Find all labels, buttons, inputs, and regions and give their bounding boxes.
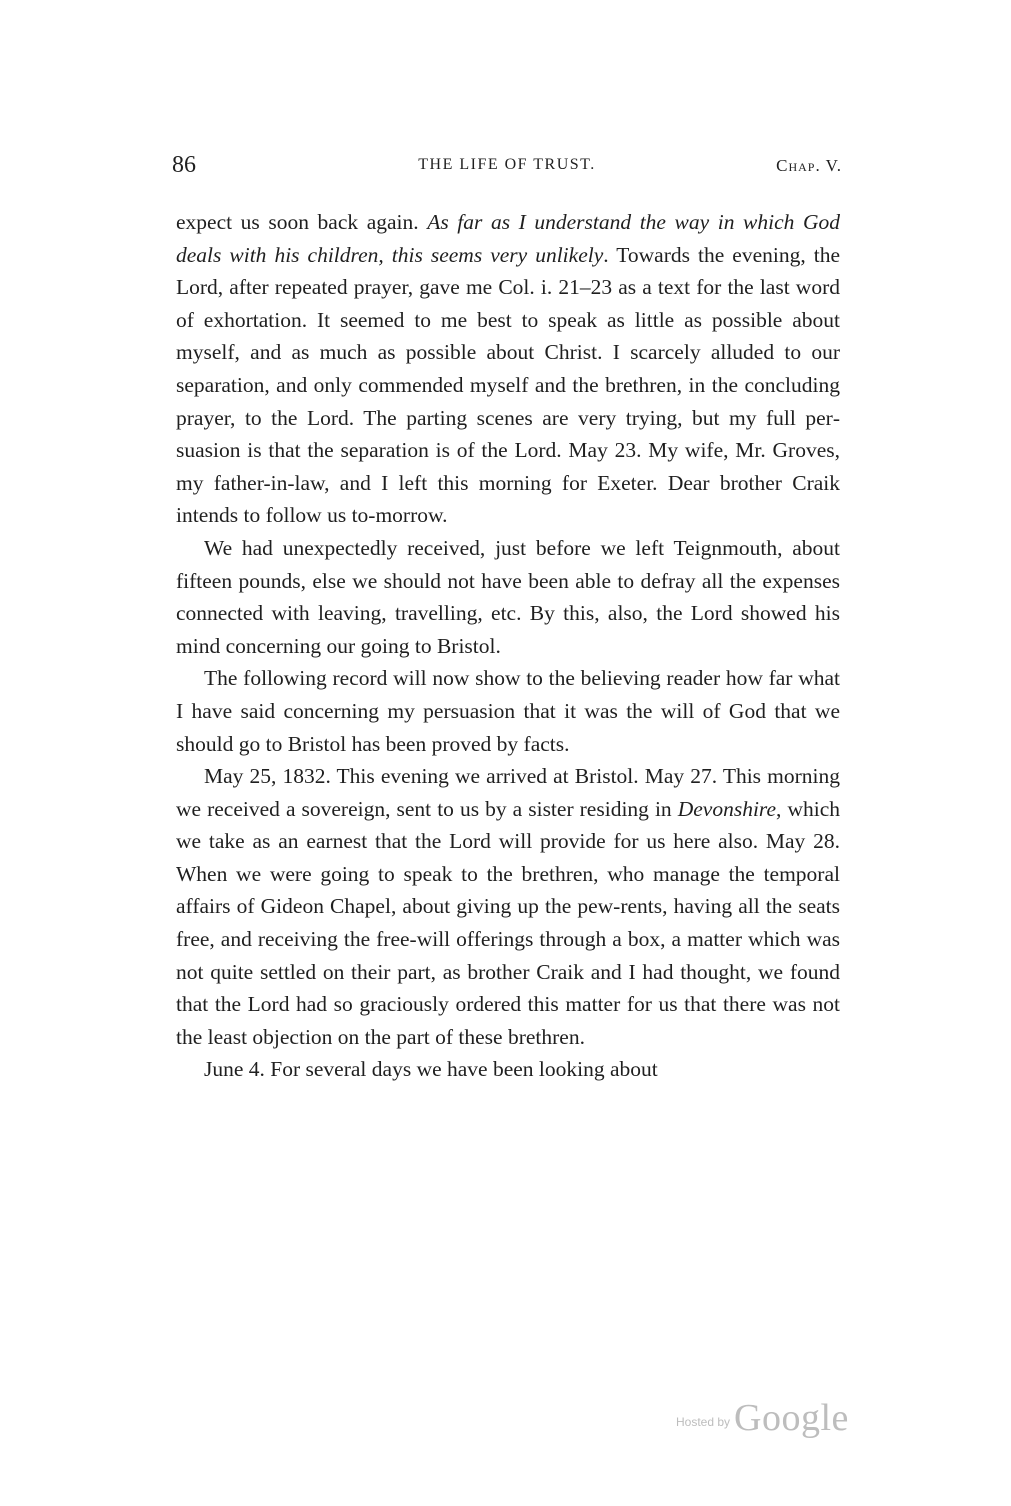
chapter-label: Chap. V. [776,156,842,175]
text-run: May 25, 1832. This evening we arrived at Bristol. May 27. This morning we received a sovereign, sent to us by a sister residing in [176,764,840,821]
google-logo: Google [734,1397,849,1439]
text-run: . Towards the evening, the Lord, after repeated prayer, gave me Col. i. 21–23 as a text for the last word of exhortation. It seemed to me best to speak as little as possible about myself, and as much as possible about Christ. I scarcely alluded to our separation, and only commended myself and the brethren, in the concluding prayer, to the Lord. The parting scenes are very trying, but my full persuasion is that the separation is of the Lord. May 23. My wife, Mr. Groves, my father-in-law, and I left this morning for Exeter. Dear brother Craik intends to follow us to-morrow. [176,242,840,528]
text-run: The following record will now show to the believing reader how far what I have said concerning my persuasion that it was the will of God that we should go to Bristol has been proved by facts. [176,666,840,756]
page-number: 86 [172,152,196,178]
text-run: We had unexpectedly received, just before we left Teignmouth, about fifteen pounds, else we should not have been able to defray all the expenses connected with leaving, travelling, etc. By this, also, the Lord showed his mind concerning our going to Bristol. [176,535,840,658]
paragraph [176,206,840,532]
text-run: , which we take as an earnest that the Lord will provide for us here also. May 28. When we were going to speak to the brethren, who manage the temporal affairs of Gideon Chapel, about giving up the pew-rents, having all the seats free, and receiving the free-will offerings through a box, a matter which was not quite settled on their part, as brother Craik and I had thought, we found that the Lord had so graciously ordered this matter for us that there was not the least objection on the part of these brethren. [176,796,841,1049]
italic-run: As far as I understand the way in which God deals with his children, this seems very unlikely [176,210,840,267]
running-title: THE LIFE OF TRUST. [418,156,596,173]
paragraph [176,760,840,1053]
italic-run: Devonshire [677,796,777,821]
page-body [176,206,840,1086]
hosted-by-google-watermark [676,1396,849,1440]
running-header [172,152,842,184]
text-run: June 4. For several days we have been looking about [204,1057,658,1082]
hosted-by-label: Hosted by [676,1415,731,1429]
paragraph [176,662,840,760]
paragraph [176,532,840,662]
paragraph [176,1053,840,1086]
text-run: expect us soon back again. [176,210,428,234]
